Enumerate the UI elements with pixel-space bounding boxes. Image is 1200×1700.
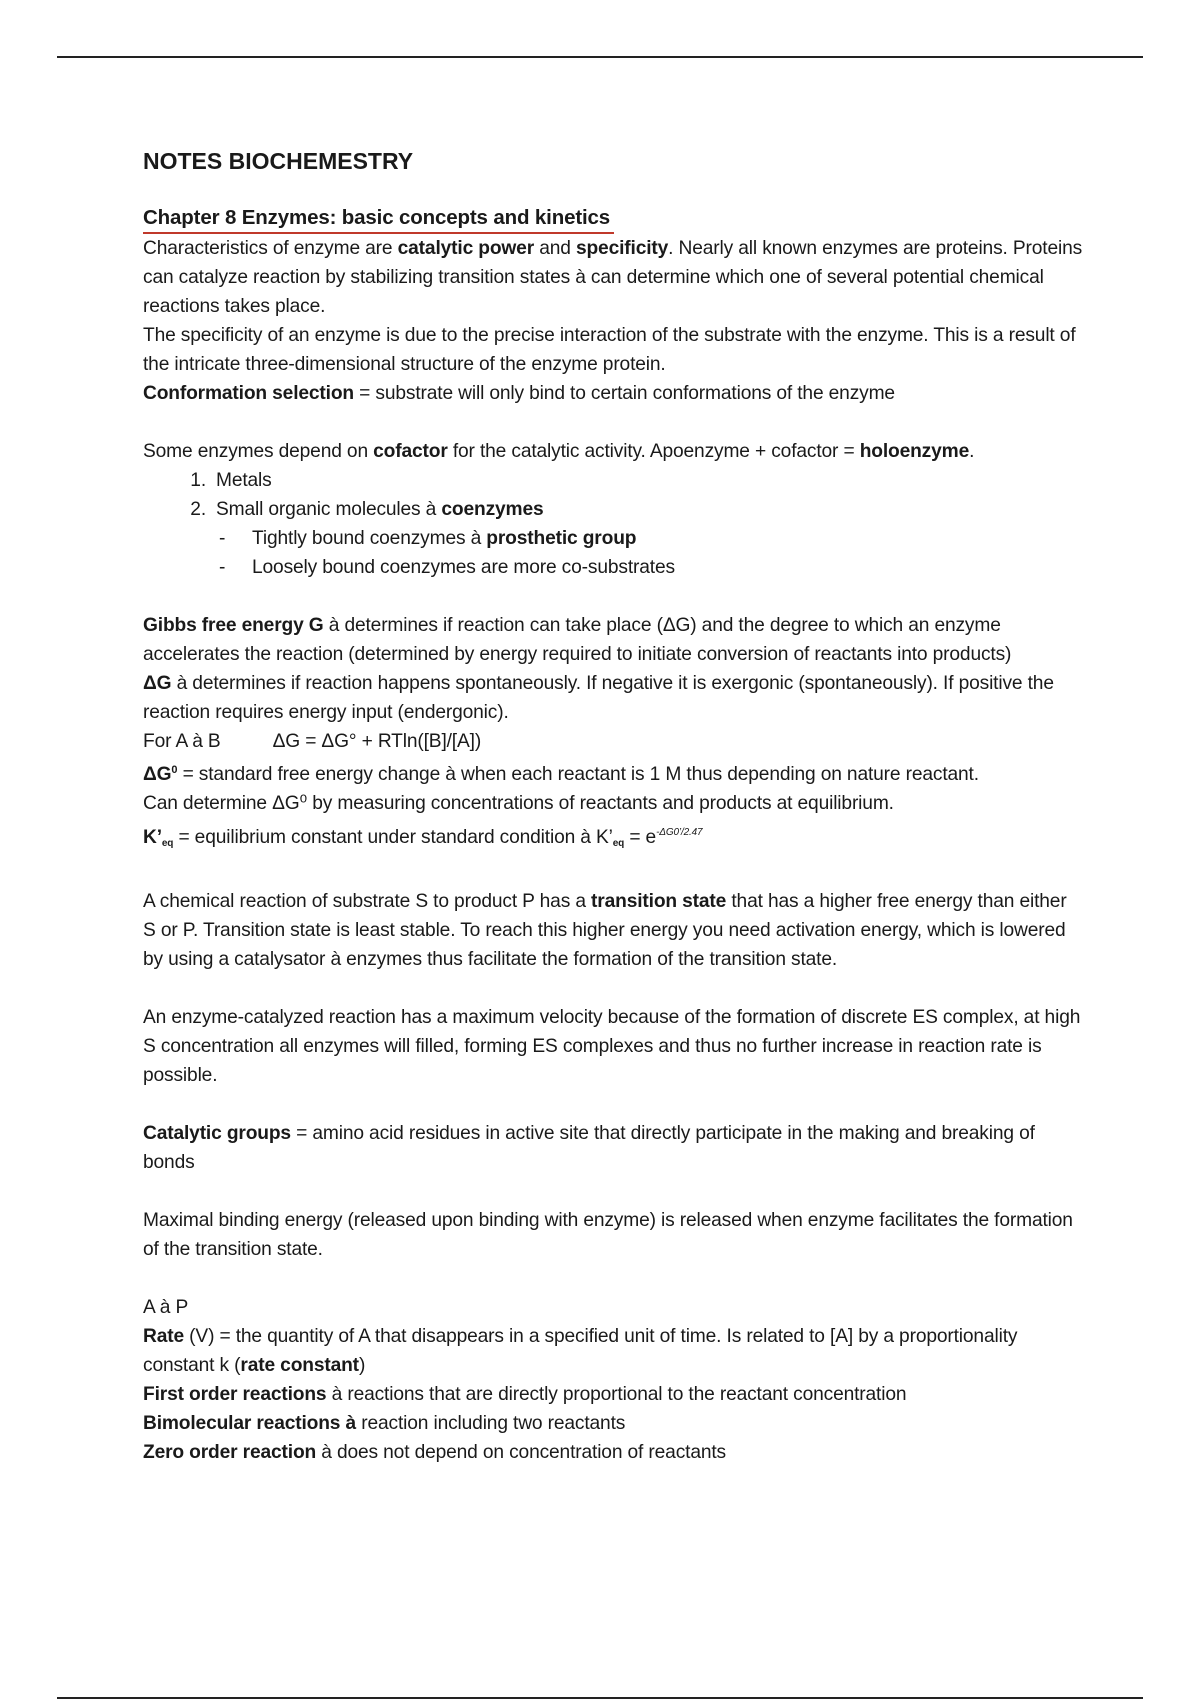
term-transition-state: transition state <box>591 891 727 912</box>
term-catalytic-power: catalytic power <box>397 238 535 259</box>
term-first-order: First order reactions <box>143 1384 327 1405</box>
term-delta-g0: $\Delta G^0$ <box>143 764 178 785</box>
zero-order-line: Zero order reaction à does not depend on concentration of reactants <box>143 1442 726 1463</box>
equation-line: For A à B ΔG = ΔG° + RTln([B]/[A]) <box>143 731 482 752</box>
keq-line: K’eq = equilibrium constant under standard condition à K’eq = $e^{-\Delta G0’/2.47}$ <box>143 827 703 849</box>
term-holoenzyme: holoenzyme <box>859 441 970 462</box>
chapter-heading: Chapter 8 Enzymes: basic concepts and kinetics <box>143 204 614 234</box>
max-velocity-paragraph: An enzyme-catalyzed reaction has a maximum velocity because of the formation of discrete ES complex, at high S concentration all enzymes will filled, forming ES complexes and thus no further increase in reaction rate is possible. <box>143 1007 1081 1086</box>
list-item: - Loosely bound coenzymes are more co-substrates <box>219 557 675 578</box>
term-gibbs-free-energy: Gibbs free energy G <box>143 615 324 636</box>
term-bimolecular: Bimolecular reactions à <box>143 1413 357 1434</box>
term-coenzymes: coenzymes <box>441 499 544 520</box>
term-conformation-selection: Conformation selection <box>143 383 354 404</box>
conformation-selection-line: Conformation selection = substrate will only bind to certain conformations of the enzyme <box>143 383 895 404</box>
rate-paragraph: Rate (V) = the quantity of A that disappears in a specified unit of time. Is related to [A] by a proportionality constant k (rate constant) <box>143 1326 1018 1376</box>
delta-g-paragraph: ΔG à determines if reaction happens spontaneously. If negative it is exergonic (spontaneously). If positive the reaction requires energy input (endergonic). <box>143 673 1054 723</box>
delta-g0-paragraph: $\Delta G^0$ = standard free energy change à when each reactant is 1 M thus depending on nature reactant. <box>143 764 979 785</box>
term-specificity: specificity <box>575 238 669 259</box>
document-body <box>143 146 1083 1467</box>
gibbs-equation: ΔG = ΔG° + RTln([B]/[A]) <box>272 731 482 752</box>
coenzyme-sublist <box>216 524 1083 582</box>
reaction-a-to-p: A à P <box>143 1297 189 1318</box>
term-zero-order: Zero order reaction <box>143 1442 317 1463</box>
first-order-line: First order reactions à reactions that are directly proportional to the reactant concentration <box>143 1384 907 1405</box>
gibbs-paragraph: Gibbs free energy G à determines if reaction can take place (ΔG) and the degree to which an enzyme accelerates the reaction (determined by energy required to initiate conversion of reactants into products) <box>143 615 1012 665</box>
term-catalytic-groups: Catalytic groups <box>143 1123 291 1144</box>
list-item: 2. Small organic molecules à coenzymes - Tightly bound coenzymes à prosthetic group - Loosely bound coenzymes are more co-substrates <box>216 495 1083 582</box>
term-delta-g: ΔG <box>143 673 172 694</box>
term-prosthetic-group: prosthetic group <box>486 528 637 549</box>
list-item: 1. Metals <box>190 470 272 491</box>
bimolecular-line: Bimolecular reactions à reaction including two reactants <box>143 1413 626 1434</box>
binding-energy-paragraph: Maximal binding energy (released upon binding with enzyme) is released when enzyme facilitates the formation of the transition state. <box>143 1210 1073 1260</box>
footer-rule <box>57 1697 1143 1699</box>
intro-paragraph: Characteristics of enzyme are catalytic power and specificity. Nearly all known enzymes are proteins. Proteins can catalyze reaction by stabilizing transition states à can determine which one of several potential chemical reactions takes place. <box>143 238 1083 317</box>
transition-state-paragraph: A chemical reaction of substrate S to product P has a transition state that has a higher free energy than either S or P. Transition state is least stable. To reach this higher energy you need activation energy, which is lowered by using a catalysator à enzymes thus facilitate the formation of the transition state. <box>143 891 1067 970</box>
catalytic-groups-paragraph: Catalytic groups = amino acid residues in active site that directly participate in the making and breaking of bonds <box>143 1123 1035 1173</box>
specificity-paragraph: The specificity of an enzyme is due to the precise interaction of the substrate with the enzyme. This is a result of the intricate three-dimensional structure of the enzyme protein. <box>143 325 1076 375</box>
delta-g0-measure-line: Can determine ΔG⁰ by measuring concentrations of reactants and products at equilibrium. <box>143 793 894 814</box>
header-rule <box>57 56 1143 58</box>
cofactor-paragraph: Some enzymes depend on cofactor for the catalytic activity. Apoenzyme + cofactor = holoenzyme. <box>143 441 975 462</box>
list-item: - Tightly bound coenzymes à prosthetic group <box>219 528 637 549</box>
document-title: NOTES BIOCHEMESTRY <box>143 148 414 174</box>
cofactor-list <box>143 466 1083 582</box>
term-keq: K’eq <box>143 827 174 849</box>
term-cofactor: cofactor <box>373 441 448 462</box>
term-rate-constant: rate constant <box>240 1355 359 1376</box>
term-rate: Rate <box>143 1326 184 1347</box>
